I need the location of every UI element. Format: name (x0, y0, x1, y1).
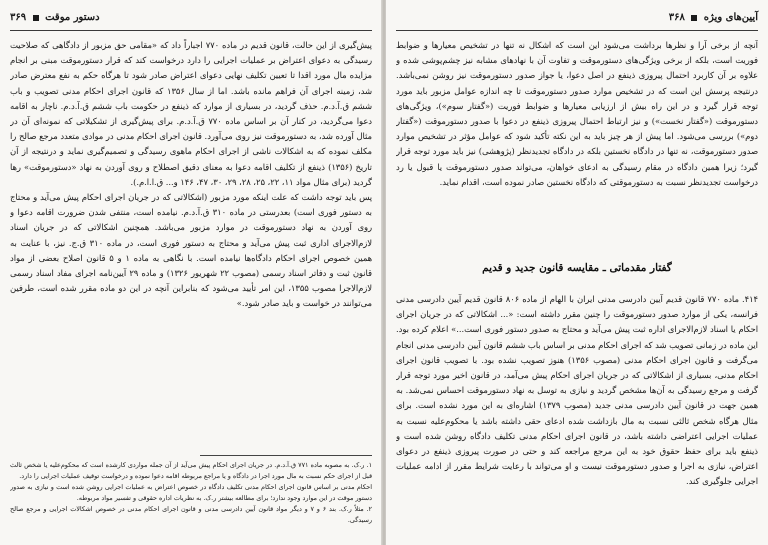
footnote-1-cont: احکام مدنی بر اساس قانون اجرای احکام مدنی تکلیف دادگاه در خصوص اعتراض به عملیات اجرایی روشن شده است و نیازی به صدور دستور موقت در این موارد وجود ندارد؛ برای مطالعه بیشتر ر.ک. به نظریات اداره حقوقی و تفسیر مواد مربوطه. (10, 483, 372, 502)
left-header-rule (10, 30, 372, 31)
left-footnotes (10, 460, 372, 540)
right-page-number: ۳۶۸ (668, 12, 685, 23)
right-paragraph-2: ۴۱۴. ماده ۷۷۰ قانون قدیم آیین دادرسی مدنی ایران با الهام از ماده ۸۰۶ قانون قدیم آیین دادرسی مدنی فرانسه، یکی از موارد صدور دستورموقت را چنین مقرر داشته است: «... اشکالاتی که در جریان اجرای احکام یا اسناد لازم‌الاجرای اداره ثبت پیش می‌آید و محتاج به صدور دستور فوری است...» اعلام کرده بود. این ماده در زمانی تصویب شد که اجرای احکام مدنی بر اساس باب ششم قانون آیین دادرسی مدنی انجام می‌گرفت و قانون اجرای احکام مدنی (مصوب ۱۳۵۶) هنوز تصویب نشده بود. با تصویب قانون اجرای احکام مدنی، بسیاری از اشکالاتی که در جریان اجرای احکام پیش می‌آمد، در قانون اخیر مورد توجه قرار گرفت و مرجع رسیدگی به آن‌ها مشخص گردید و نیازی به توسل به نهاد دستورموقت احساس نمی‌شد. به همین جهت در قانون آیین دادرسی مدنی جدید (مصوب ۱۳۷۹) اشاره‌ای به این مورد نشده است. برای مثال هرگاه شخص ثالثی نسبت به مال بازداشت شده ادعای حقی داشته باشد یا محکوم‌علیه نسبت به عملیات اجرایی اعتراضی داشته باشد، در قانون اجرای احکام مدنی تکلیف دادگاه روشن شده است و ذینفع باید برای حفظ حقوق خود به این مرجع مراجعه کند و حتی در صورت پیروزی ذینفع در دعوای اعتراض، نیازی به اجرا و صدور دستورموقت نیست و او می‌تواند با رعایت شرایط مقرر از ادامه عملیات اجرایی جلوگیری کند. (396, 294, 758, 487)
header-square-icon (691, 15, 697, 21)
right-paragraph-1: آنچه از برخی آرا و نظرها برداشت می‌شود این است که اشکال نه تنها در تشخیص معیارها و ضوابط فوریت است، بلکه از برخی ویژگی‌های دستورموقت و تفاوت آن با نهادهای مشابه نیز چشم‌پوشی شده و علاوه بر آن کاربرد احتمال پیروزی ذینفع در اصل دعوا، یا جواز صدور دستورموقت نیز روشن نمی‌باشد. درنتیجه پرسش این است که در تشخیص موارد صدور دستورموقت تا چه اندازه عوامل مزبور باید مورد توجه قرار گیرد و در این راه بیش از ارزیابی معیارها و ضوابط فوریت («گفتار سوم»)، ویژگی‌های دستورموقت («گفتار نخست») و نیز ارتباط احتمال پیروزی ذینفع در دعوا با صدور دستورموقت («گفتار دوم») بررسی می‌شود. اما پیش از هر چیز باید به این نکته تأکید شود که عوامل مؤثر در تشخیص موارد صدور دستورموقت، نه تنها در دادگاه نخستین بلکه در دادگاه تجدیدنظر (پژوهشی) نیز باید مورد توجه قرار گیرد؛ زیرا همین دادگاه در مقام رسیدگی به ادعای خواهان، می‌تواند صدور دستورموقت یا قبول یا رد درخواست تجدیدنظر نسبت به دستورموقتی که دادگاه نخستین صادر نموده است، اقدام نماید. (396, 40, 758, 187)
right-body-text-bottom (396, 292, 758, 537)
left-footnote-rule (200, 455, 372, 456)
left-page-number: ۳۶۹ (10, 12, 27, 23)
right-body-text-top (396, 38, 758, 250)
left-running-title: دستور موقت (45, 12, 100, 23)
left-paragraph-1: پیش‌گیری از این حالت، قانون قدیم در ماده ۷۷۰ اجباراً داد که «مقامی حق مزبور از دادگاهی که صلاحیت رسیدگی به دعوای اعتراض بر عملیات اجرایی را دارد درخواست کند که قرار دستورموقت مبنی بر انجام مزایده مال مورد اقدا تا تعیین تکلیف نهایی دعوای اعتراض صادر شود تا هرگاه حکم به نفع معترض صادر شد، زمینه اجرای آن فراهم مانده باشد. اما از سال ۱۳۵۶ که قانون اجرای احکام مدنی تصویب و باب ششم ق.آ.د.م. حذف گردید، در بسیاری از موارد که ذینفع در حکومت باب ششم ق.آ.د.م. ناچار به اقامه دعوا می‌گردید، در کنار آن بر اساس ماده ۷۷۰ ق.آ.د.م. برای پیش‌گیری از تشکیلاتی که نمونه‌ای آن در مثال آورده شد، به دستورموقت نیز روی می‌آورد. قانون اجرای احکام مدنی در موادی متعدد مرجع صالح را مکلف نموده که به اشکالات ناشی از اجرای احکام ماهوی رسیدگی و تصمیم‌گیری نماید و درنتیجه از آن تاریخ (۱۳۵۶) ذینفع از تکلیف اقامه دعوا به معنای دقیق اصطلاح و روی آوردن به نهاد «دستورموقت» رها گردید (برای مثال مواد ۱۱، ۲۲، ۲۵، ۲۸، ۲۹، ۳۰، ۴۷، ۱۴۶ و... ق.ا.ا.م.). (10, 40, 372, 187)
left-paragraph-2: پس باید توجه داشت که علت اینکه مورد مزبور (اشکالاتی که در جریان اجرای احکام پیش می‌آید و محتاج به دستور فوری است) بعدرستی در ماده ۳۱۰ ق.آ.د.م. نیامده است، منتفی شدن ضرورت اقامه دعوا و روی آوردن به نهاد دستورموقت در موارد مزبور می‌باشد. همچنین اشکالاتی که در جریان اسناد لازم‌الاجرای اداری ثبت پیش می‌آید و محتاج به دستور فوری است، در ماده ۳۱۰ ق.ج. نیز، با عنایت به همین خصوص اجرای احکام دادگاه‌ها نیامده است. با نگاهی به ماده ۱ و ۵ قانون اصلاح بعضی از مواد قانون ثبت و دفاتر اسناد رسمی (مصوب ۲۲ شهریور ۱۳۲۶) و ماده ۲۹ آیین‌نامه اجرای مفاد اسناد رسمی لازم‌الاجرا مصوب ۱۳۵۵، این امر تأیید می‌شود که بنابراین آنچه در این دو ماده مقرر شده است، طرفین می‌توانند در خواست و باید صادر شود.» (10, 192, 372, 309)
left-body-text (10, 38, 372, 448)
right-page (386, 0, 768, 545)
footnote-1: ۱. ر.ک. به مصوبه ماده ۷۷۱ ق.آ.د.م. در جریان اجرای احکام پیش می‌آید از آن جمله مواردی کارشده است که محکوم‌علیه یا شخص ثالث قبل از اجرای حکم نسبت به مال مورد اجرا در دادگاه و یا مراجع مربوطه اقامه دعوا نموده و درخواست توقیف عملیات اجرایی را دارد. (10, 461, 372, 480)
section-title: گفتار مقدماتی ـ مقایسه قانون جدید و قدیم (482, 262, 672, 274)
right-running-title: آیین‌های ویژه (703, 12, 758, 23)
footnote-2: ۲. مثلاً ر.ک. بند ۶ و ۷ و دیگر مواد قانون آیین دادرسی مدنی و قانون اجرای احکام مدنی در خصوص اشکالات اجرایی و مرجع صالح رسیدگی. (10, 505, 372, 524)
left-page-header (10, 12, 100, 23)
right-page-header (669, 12, 758, 23)
header-square-icon (33, 15, 39, 21)
right-header-rule (396, 30, 758, 31)
left-page (0, 0, 382, 545)
